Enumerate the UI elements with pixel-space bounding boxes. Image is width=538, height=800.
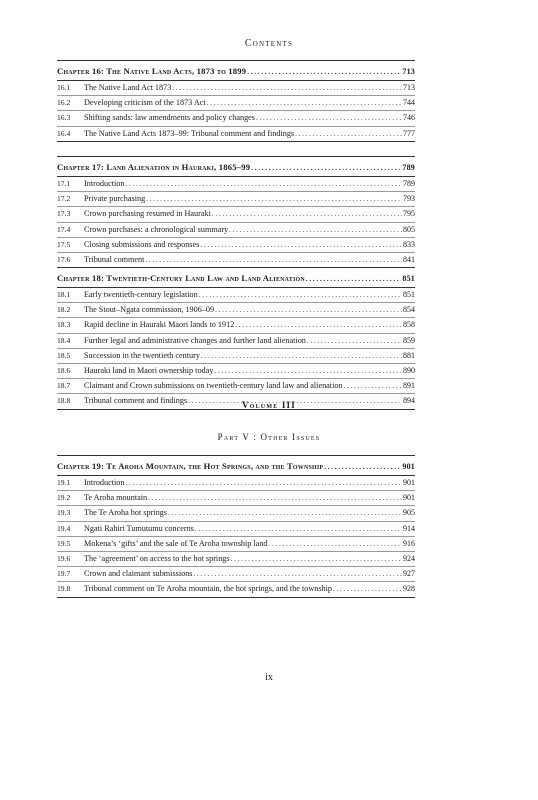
section-title: The ‘agreement’ on access to the hot springs (84, 553, 230, 563)
chapter-19 (57, 455, 415, 598)
toc-entry[interactable] (57, 379, 415, 394)
section-page: 833 (403, 239, 415, 249)
dot-leader (215, 303, 402, 317)
dot-leader (231, 552, 402, 566)
dot-leader (145, 253, 402, 267)
section-page: 858 (403, 320, 415, 330)
section-number: 16.1 (57, 83, 71, 92)
section-number: 18.8 (57, 396, 71, 406)
section-number: 18.2 (57, 305, 71, 315)
section-page: 928 (403, 584, 415, 594)
dot-leader (195, 522, 402, 536)
section-number: 18.7 (57, 381, 71, 391)
toc-entry[interactable] (57, 522, 415, 537)
section-page: 890 (403, 365, 415, 375)
dot-leader (146, 192, 402, 206)
toc-entry[interactable] (57, 364, 415, 379)
dot-leader (125, 177, 402, 191)
section-page: 854 (403, 305, 415, 315)
dot-leader (333, 582, 402, 596)
section-title: Crown and claimant submissions (84, 569, 193, 579)
dot-leader (212, 207, 402, 221)
chapter-heading[interactable] (57, 267, 415, 288)
section-number: 17.3 (57, 209, 71, 219)
section-page: 841 (403, 254, 415, 264)
toc-entry[interactable] (57, 111, 415, 126)
dot-leader (200, 238, 402, 252)
toc-entry[interactable] (57, 491, 415, 506)
section-page: 916 (403, 538, 415, 548)
section-title: Introduction (84, 179, 125, 188)
section-number: 17.2 (57, 194, 71, 204)
chapter-heading[interactable] (57, 60, 415, 81)
section-number: 19.8 (57, 584, 71, 594)
section-page: 777 (403, 128, 415, 138)
toc-entry[interactable] (57, 334, 415, 349)
dot-leader (307, 334, 402, 348)
section-number: 17.6 (57, 254, 71, 264)
section-number: 19.5 (57, 538, 71, 548)
section-number: 18.6 (57, 365, 71, 375)
dot-leader (344, 379, 402, 393)
toc-entry[interactable] (57, 303, 415, 318)
section-page: 793 (403, 194, 415, 204)
section-page: 795 (403, 209, 415, 219)
toc-entry[interactable] (57, 238, 415, 253)
section-title: Early twentieth-century legislation (84, 290, 198, 299)
section-number: 16.2 (57, 98, 71, 108)
chapter-title: Chapter 19: Te Aroha Mountain, the Hot Springs, and the Township (57, 461, 324, 471)
toc-entry[interactable] (57, 552, 415, 567)
section-number: 18.3 (57, 320, 71, 330)
running-head: Contents (244, 38, 294, 49)
section-title: Tribunal comment on Te Aroha mountain, the hot springs, and the township (84, 584, 332, 594)
section-page: 891 (403, 381, 415, 391)
toc-entry[interactable] (57, 96, 415, 111)
dot-leader (306, 275, 401, 283)
dot-leader (229, 223, 402, 237)
dot-leader (256, 111, 402, 125)
dot-leader (247, 68, 401, 76)
section-page: 894 (403, 396, 415, 406)
section-title: Further legal and administrative changes and further land alienation (84, 335, 306, 345)
section-number: 19.6 (57, 553, 71, 563)
dot-leader (201, 349, 402, 363)
section-number: 16.4 (57, 128, 71, 138)
section-page: 924 (403, 553, 415, 563)
section-title: Te Aroha mountain (84, 493, 148, 503)
section-page: 881 (403, 350, 415, 360)
section-page: 859 (403, 335, 415, 345)
section-page: 901 (403, 493, 415, 503)
section-number: 19.3 (57, 508, 71, 518)
section-page: 746 (403, 113, 415, 123)
section-title: Mokena’s ‘gifts’ and the sale of Te Aroha township land (84, 538, 268, 548)
chapter-title: Chapter 17: Land Alienation in Hauraki, 1865–99 (57, 162, 251, 172)
toc-entry[interactable] (57, 506, 415, 521)
section-number: 19.2 (57, 493, 71, 503)
section-page: 744 (403, 98, 415, 108)
section-title: Tribunal comment (84, 254, 145, 264)
section-title: Succession in the twentieth century (84, 350, 200, 360)
section-page: 905 (403, 508, 415, 518)
section-number: 16.3 (57, 113, 71, 123)
toc-entry[interactable] (57, 318, 415, 333)
section-title: The Te Aroha hot springs (84, 508, 167, 518)
toc-entry[interactable] (57, 177, 415, 192)
toc-entry[interactable] (57, 567, 415, 582)
section-title: Rapid decline in Hauraki Maori lands to 1912 (84, 320, 235, 330)
chapter-title: Chapter 18: Twentieth-Century Land Law and Land Alienation (57, 273, 305, 283)
section-title: Tribunal comment and findings (84, 396, 188, 406)
chapter-page: 789 (402, 163, 415, 172)
section-title: The Native Land Acts 1873–99: Tribunal comment and findings (84, 128, 295, 138)
toc-entry[interactable] (57, 207, 415, 222)
section-page: 901 (403, 478, 415, 487)
dot-leader (168, 506, 402, 520)
chapter-18 (57, 267, 415, 410)
section-number: 18.5 (57, 350, 71, 360)
chapter-page: 713 (402, 67, 415, 76)
part-heading: Part V : Other Issues (217, 432, 321, 442)
section-title: Private purchasing (84, 194, 146, 204)
section-number: 17.1 (57, 179, 71, 188)
toc-entry[interactable] (57, 223, 415, 238)
toc-entry[interactable] (57, 582, 415, 597)
toc-entry[interactable] (57, 349, 415, 364)
section-title: Crown purchases: a chronological summary (84, 224, 229, 234)
dot-leader (324, 463, 401, 471)
section-title: Ngati Rahiri Tumutumu concerns (84, 523, 194, 533)
chapter-heading[interactable] (57, 455, 415, 476)
section-number: 19.1 (57, 478, 71, 487)
dot-leader (199, 288, 402, 302)
section-number: 17.5 (57, 239, 71, 249)
section-number: 18.4 (57, 335, 71, 345)
section-title: The Native Land Act 1873 (84, 83, 172, 92)
chapter-heading[interactable] (57, 156, 415, 177)
volume-heading: Volume III (242, 400, 296, 410)
section-title: Closing submissions and responses (84, 239, 200, 249)
dot-leader (125, 476, 402, 490)
dot-leader (207, 96, 402, 110)
chapter-16 (57, 60, 415, 142)
chapter-page: 901 (402, 462, 415, 471)
chapter-page: 851 (402, 274, 415, 283)
dot-leader (235, 318, 402, 332)
toc-entry[interactable] (57, 192, 415, 207)
dot-leader (251, 164, 401, 172)
section-title: Shifting sands: law amendments and policy changes (84, 113, 255, 123)
dot-leader (214, 364, 402, 378)
dot-leader (172, 81, 402, 95)
section-title: The Stout–Ngata commission, 1906–09 (84, 305, 215, 315)
section-number: 17.4 (57, 224, 71, 234)
section-number: 19.4 (57, 523, 71, 533)
section-page: 914 (403, 523, 415, 533)
chapter-title: Chapter 16: The Native Land Acts, 1873 to 1899 (57, 66, 247, 76)
section-page: 713 (403, 83, 415, 92)
page-number: ix (265, 672, 273, 683)
dot-leader (269, 537, 402, 551)
toc-entry[interactable] (57, 476, 415, 491)
dot-leader (295, 127, 402, 141)
toc-entry[interactable] (57, 127, 415, 142)
section-title: Hauraki land in Maori ownership today (84, 365, 214, 375)
section-title: Introduction (84, 478, 125, 487)
section-number: 19.7 (57, 569, 71, 579)
toc-entry[interactable] (57, 537, 415, 552)
toc-entry[interactable] (57, 253, 415, 268)
chapter-17 (57, 156, 415, 268)
dot-leader (148, 491, 402, 505)
toc-entry[interactable] (57, 288, 415, 303)
section-title: Developing criticism of the 1873 Act (84, 98, 206, 108)
section-number: 18.1 (57, 290, 71, 299)
section-title: Claimant and Crown submissions on twentieth-century land law and alienation (84, 381, 343, 391)
section-page: 927 (403, 569, 415, 579)
toc-entry[interactable] (57, 81, 415, 96)
section-title: Crown purchasing resumed in Hauraki (84, 209, 211, 219)
section-page: 851 (403, 290, 415, 299)
dot-leader (193, 567, 402, 581)
section-page: 805 (403, 224, 415, 234)
section-page: 789 (403, 179, 415, 188)
